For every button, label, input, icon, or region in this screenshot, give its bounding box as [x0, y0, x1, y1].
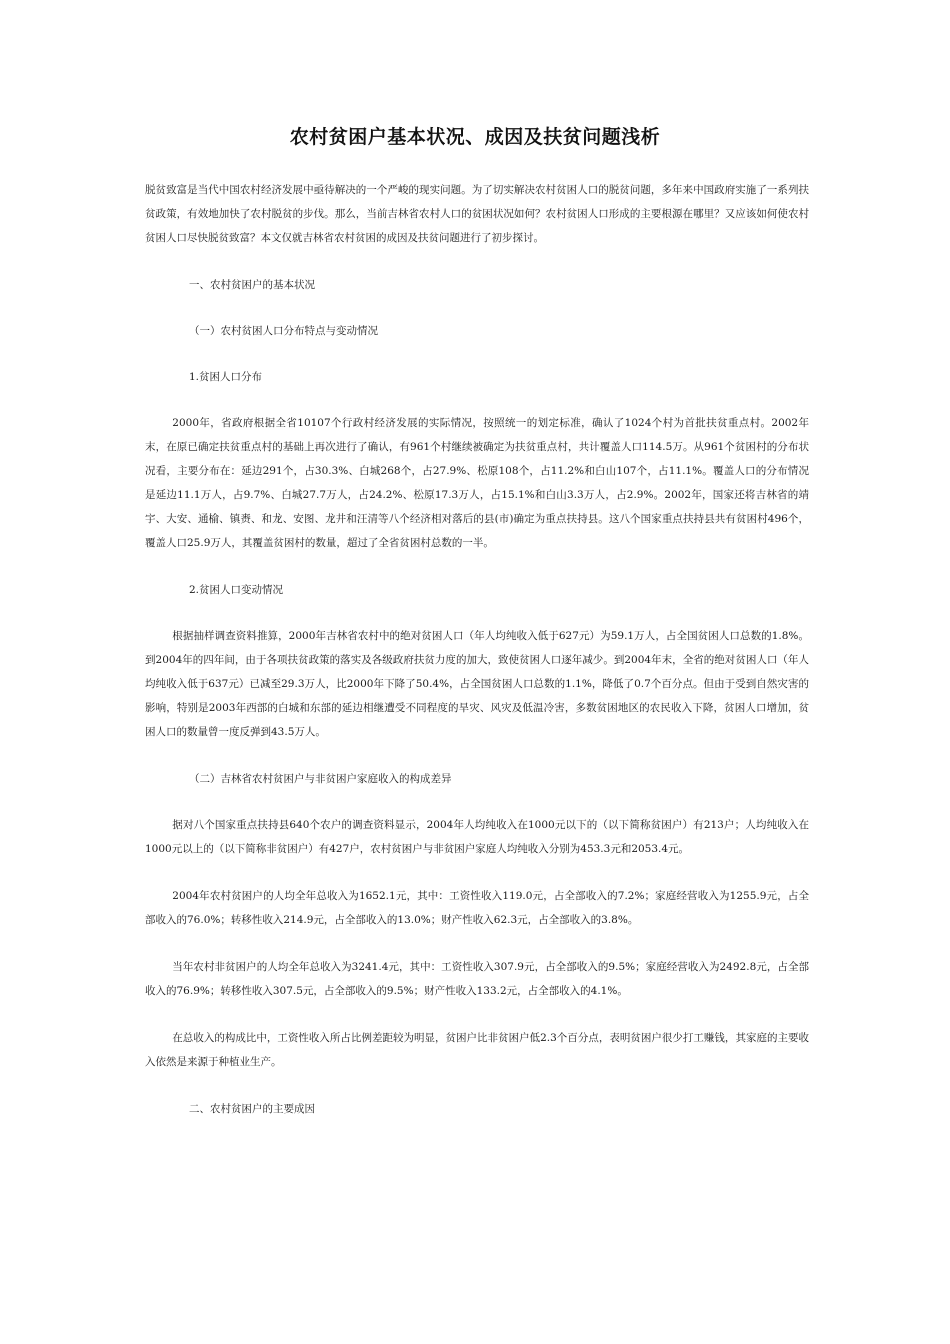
- document-body: [145, 178, 809, 1121]
- poor-income-paragraph: 2004年农村贫困户的人均全年总收入为1652.1元，其中：工资性收入119.0元，占全部收入的7.2%；家庭经营收入为1255.9元，占全部收入的76.0%；转移性收入214.9元，占全部收入的13.0%；财产性收入62.3元，占全部收入的3.8%。: [145, 890, 809, 926]
- section-heading-1: 一、农村贫困户的基本状况: [189, 279, 315, 291]
- item-heading-1: 1.贫困人口分布: [189, 371, 263, 383]
- intro-paragraph: 脱贫致富是当代中国农村经济发展中亟待解决的一个严峻的现实问题。为了切实解决农村贫困人口的脱贫问题，多年来中国政府实施了一系列扶贫政策，有效地加快了农村脱贫的步伐。那么，当前吉林省农村人口的贫困状况如何？农村贫困人口形成的主要根源在哪里？又应该如何使农村贫困人口尽快脱贫致富？本文仅就吉林省农村贫困的成因及扶贫问题进行了初步探讨。: [145, 184, 809, 244]
- subsection-heading-1: （一）农村贫困人口分布特点与变动情况: [189, 325, 378, 337]
- distribution-paragraph: 2000年，省政府根据全省10107个行政村经济发展的实际情况，按照统一的划定标准，确认了1024个村为首批扶贫重点村。2002年末，在原已确定扶贫重点村的基础上再次进行了确认，有961个村继续被确定为扶贫重点村，共计覆盖人口114.5万。从961个贫困村的分布状况看，主要分布在：延边291个，占30.3%、白城268个，占27.9%、松原108个，占11.2%和白山107个，占11.1%。覆盖人口的分布情况是延边11.1万人，占9.7%、白城27.7万人，占24.2%、松原17.3万人，占15.1%和白山3.3万人，占2.9%。2002年，国家还将吉林省的靖宇、大安、通榆、镇赉、和龙、安图、龙井和汪清等八个经济相对落后的县(市)确定为重点扶持县。这八个国家重点扶持县共有贫困村496个，覆盖人口25.9万人，其覆盖贫困村的数量，超过了全省贫困村总数的一半。: [145, 417, 809, 549]
- change-paragraph: 根据抽样调查资料推算，2000年吉林省农村中的绝对贫困人口（年人均纯收入低于627元）为59.1万人，占全国贫困人口总数的1.8%。到2004年的四年间，由于各项扶贫政策的落实及各级政府扶贫力度的加大，致使贫困人口逐年减少。到2004年末，全省的绝对贫困人口（年人均纯收入低于637元）已减至29.3万人，比2000年下降了50.4%，占全国贫困人口总数的1.1%，降低了0.7个百分点。但由于受到自然灾害的影响，特别是2003年西部的白城和东部的延边相继遭受不同程度的旱灾、风灾及低温冷害，多数贫困地区的农民收入下降，贫困人口增加，贫困人口的数量曾一度反弹到43.5万人。: [145, 630, 809, 738]
- item-heading-2: 2.贫困人口变动情况: [189, 584, 284, 596]
- subsection-heading-2: （二）吉林省农村贫困户与非贫困户家庭收入的构成差异: [189, 773, 452, 785]
- nonpoor-income-paragraph: 当年农村非贫困户的人均全年总收入为3241.4元，其中：工资性收入307.9元，占全部收入的9.5%；家庭经营收入为2492.8元，占全部收入的76.9%；转移性收入307.5元，占全部收入的9.5%；财产性收入133.2元，占全部收入的4.1%。: [145, 961, 809, 997]
- section-heading-2: 二、农村贫困户的主要成因: [189, 1103, 315, 1115]
- comparison-paragraph: 在总收入的构成比中，工资性收入所占比例差距较为明显，贫困户比非贫困户低2.3个百分点，表明贫困户很少打工赚钱，其家庭的主要收入依然是来源于种植业生产。: [145, 1032, 809, 1068]
- document-title: 农村贫困户基本状况、成因及扶贫问题浅析: [289, 126, 661, 148]
- survey-paragraph: 据对八个国家重点扶持县640个农户的调查资料显示，2004年人均纯收入在1000元以下的（以下简称贫困户）有213户；人均纯收入在1000元以上的（以下简称非贫困户）有427户，农村贫困户与非贫困户家庭人均纯收入分别为453.3元和2053.4元。: [145, 819, 809, 855]
